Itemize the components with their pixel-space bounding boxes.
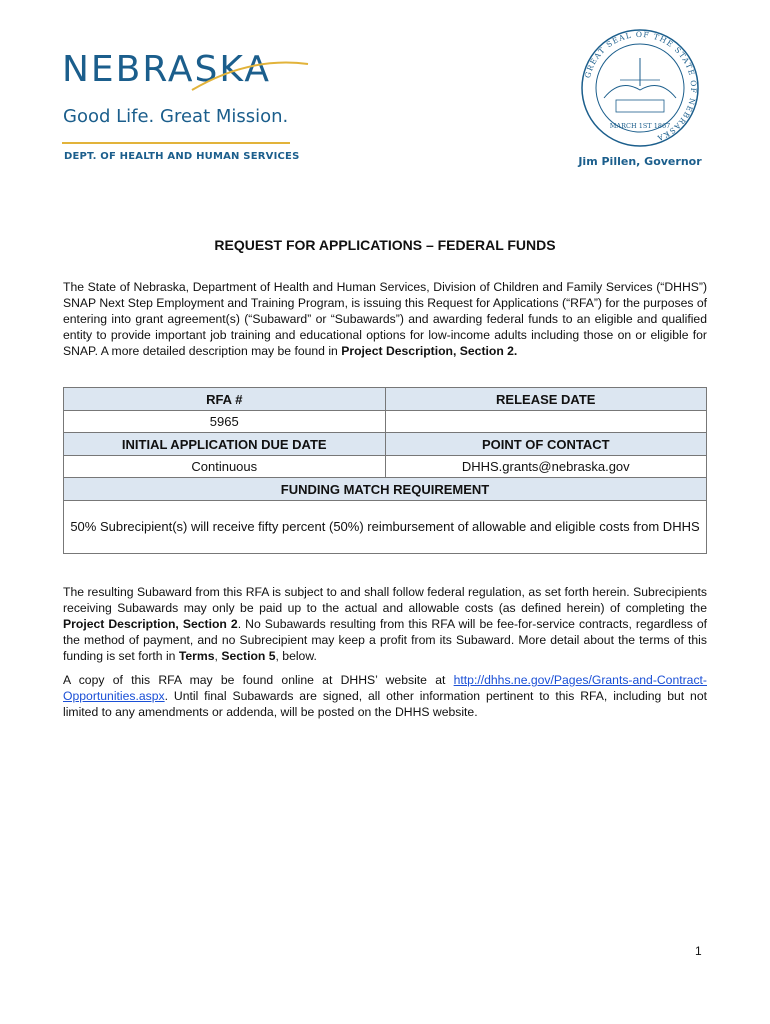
logo-department: DEPT. OF HEALTH AND HUMAN SERVICES [64,151,300,162]
page-title: REQUEST FOR APPLICATIONS – FEDERAL FUNDS [214,237,556,253]
subaward-text-e: , [214,649,222,663]
nebraska-dhhs-logo [62,50,302,165]
governor-name: Jim Pillen, Governor [578,155,702,168]
logo-divider [62,142,290,144]
logo-wordmark: NEBRASKA [62,49,272,90]
dhhs-website-link[interactable]: http://dhhs.ne.gov/Pages/Grants-and-Contract-Opportunities.aspx [63,673,707,703]
logo-swoosh-icon [190,56,310,96]
seal-ring-text: GREAT SEAL OF THE STATE OF NEBRASKA [583,29,699,144]
state-seal-icon [580,28,700,148]
rfa-number-label: RFA # [64,388,386,411]
intro-text: The State of Nebraska, Department of Health and Human Services, Division of Children and Family Services (“DHHS”) SNAP Next Step Employment and Training Program, is issuing this Request for Applications (“RFA”) for the purposes of entering into grant agreement(s) (“Subaward” or “Subawards”) and awarding federal funds to an eligible and qualified entity to provide important job training and educational options for low-income adults including those on or eligible for SNAP. A more detailed description may be found in [63,280,707,358]
funding-match-label: FUNDING MATCH REQUIREMENT [64,478,707,501]
due-date-value: Continuous [64,456,386,478]
rfa-number-value: 5965 [64,411,386,433]
release-date-value [385,411,707,433]
intro-paragraph [63,279,707,359]
due-date-label: INITIAL APPLICATION DUE DATE [64,433,386,456]
subaward-paragraph [63,584,707,664]
intro-bold: Project Description, Section 2. [341,344,518,358]
release-date-label: RELEASE DATE [385,388,707,411]
website-text-b: . Until final Subawards are signed, all other information pertinent to this RFA, including but not limited to any amendments or addenda, will be posted on the DHHS website. [63,689,707,719]
subaward-bold-section5: Section 5 [221,649,276,663]
contact-label: POINT OF CONTACT [385,433,707,456]
rfa-summary-table [63,387,707,554]
subaward-text-a: The resulting Subaward from this RFA is subject to and shall follow federal regulation, as set forth herein. Subrecipients receiving Subawards may only be paid up to the actual and allowable costs (as defined herein) of completing the [63,585,707,615]
seal-date: MARCH 1ST 1867 [609,122,671,130]
page-number: 1 [695,944,702,958]
funding-match-value: 50% Subrecipient(s) will receive fifty percent (50%) reimbursement of allowable and eligible costs from DHHS [64,501,707,554]
contact-email[interactable]: DHHS.grants@nebraska.gov [385,456,707,478]
website-text-a: A copy of this RFA may be found online at DHHS’ website at [63,673,454,687]
logo-tagline: Good Life. Great Mission. [63,106,289,127]
website-paragraph [63,672,707,720]
subaward-text-c: . No Subawards resulting from this RFA will be fee-for-service contracts, regardless of the method of payment, and no Subrecipient may keep a profit from its Subaward. More detail about the terms of this funding is set forth in [63,617,708,663]
subaward-bold-section2: Project Description, Section 2 [63,617,238,631]
subaward-bold-terms: Terms [178,649,215,663]
subaward-text-g: , below. [275,649,317,663]
